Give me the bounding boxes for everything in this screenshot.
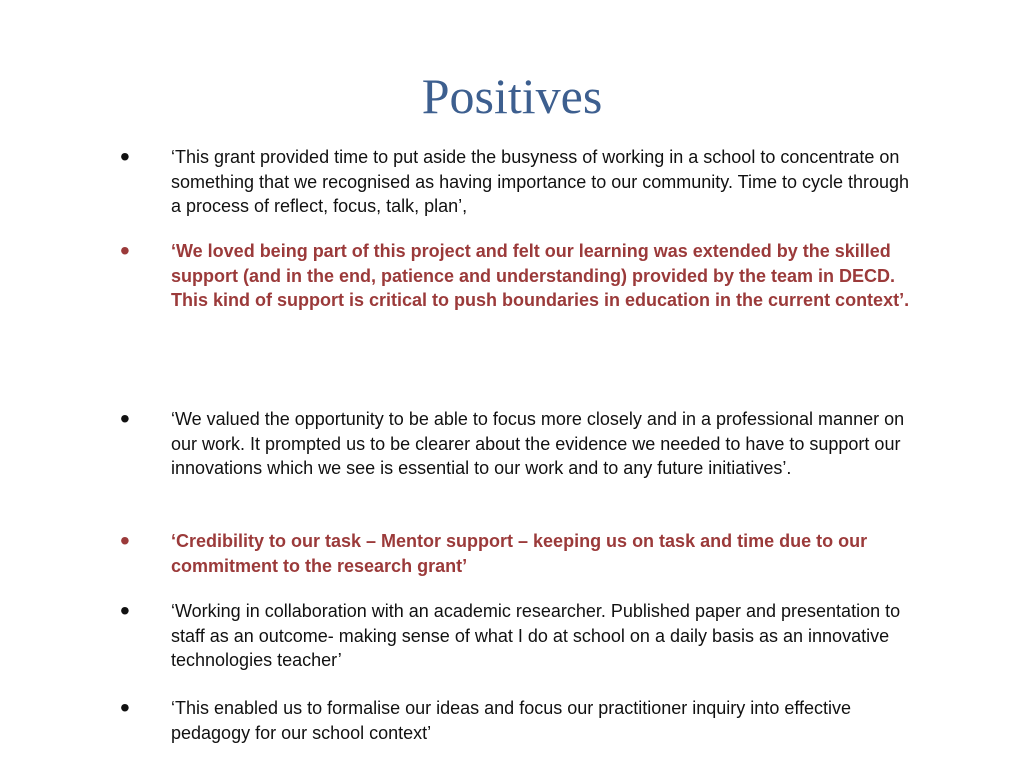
bullet-text: ‘We valued the opportunity to be able to focus more closely and in a professional manner on our work. It prompted us to be clearer about the evidence we needed to have to support our innovations which we see is essential to our work and to any future initiatives’. xyxy=(171,409,905,478)
bullet-text: ‘This enabled us to formalise our ideas and focus our practitioner inquiry into effective pedagogy for our school context’ xyxy=(171,698,852,743)
bullet-dot-icon: • xyxy=(120,235,130,266)
bullet-dot-icon: • xyxy=(120,141,130,172)
bullet-text: ‘Credibility to our task – Mentor support – keeping us on task and time due to our commitment to the research grant’ xyxy=(171,531,868,576)
bullet-text: ‘We loved being part of this project and felt our learning was extended by the skilled support (and in the end, patience and understanding) provided by the team in DECD. This kind of support is critical to push boundaries in education in the current context’. xyxy=(171,241,910,310)
bullet-dot-icon: • xyxy=(120,403,130,434)
bullet-dot-icon: • xyxy=(120,595,130,626)
bullet-text: ‘Working in collaboration with an academic researcher. Published paper and presentation to staff as an outcome- making sense of what I do at school on a daily basis as an innovative technologies teacher’ xyxy=(171,601,901,670)
bullet-dot-icon: • xyxy=(120,525,130,556)
bullet-text: ‘This grant provided time to put aside the busyness of working in a school to concentrate on something that we recognised as having importance to our community. Time to cycle through a process of reflect, focus, talk, plan’, xyxy=(171,147,910,216)
slide-title: Positives xyxy=(421,68,603,124)
bullet-dot-icon: • xyxy=(120,692,130,723)
